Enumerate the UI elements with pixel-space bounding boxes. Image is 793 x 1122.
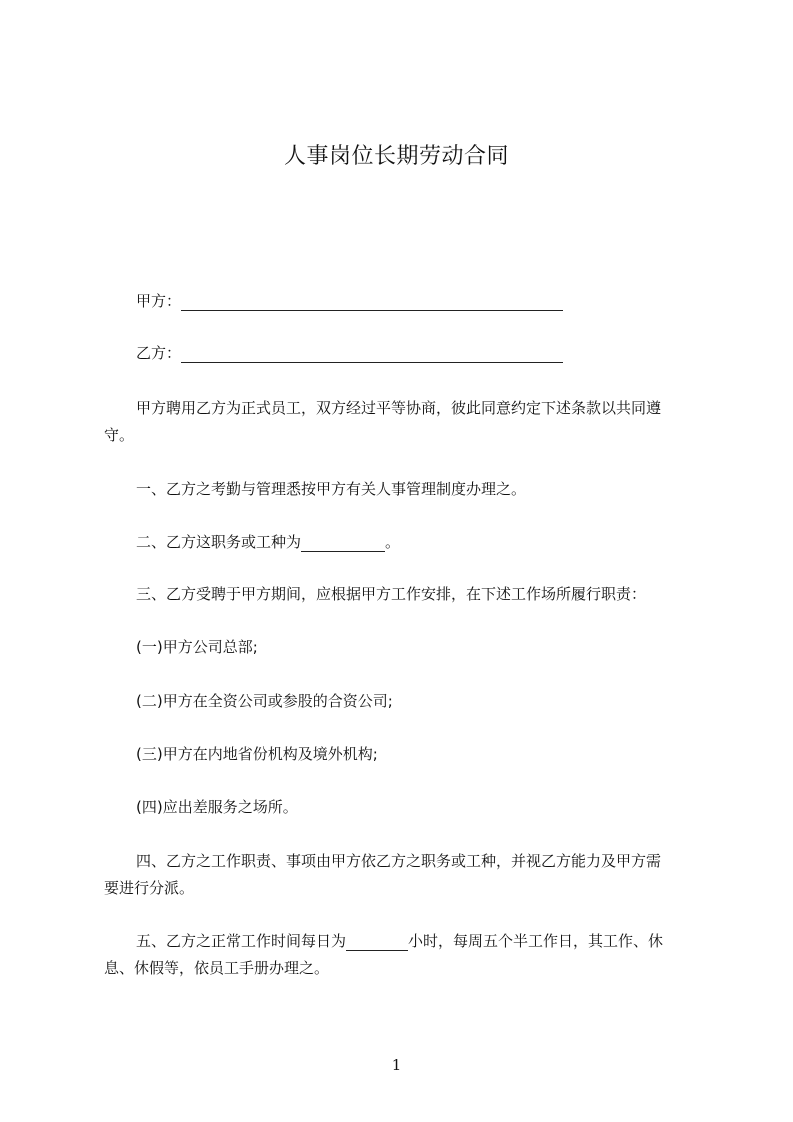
party-a-line: [136, 286, 700, 317]
list-item: (二)甲方在全资公司或参股的合资公司;: [136, 692, 393, 710]
party-b-label: 乙方：: [136, 344, 182, 362]
clause-4-line-2: 要进行分派。: [104, 879, 195, 897]
clause-1: 一、乙方之考勤与管理悉按甲方有关人事管理制度办理之。: [136, 480, 527, 498]
page-number: 1: [391, 1056, 402, 1074]
clause-2-end: 。: [385, 533, 401, 551]
clause-3: 三、乙方受聘于甲方期间，应根据甲方工作安排，在下述工作场所履行职责：: [136, 585, 647, 603]
intro-line-1: 甲方聘用乙方为正式员工，双方经过平等协商，彼此同意约定下述条款以共同遵: [136, 399, 662, 417]
list-item: (一)甲方公司总部;: [136, 638, 258, 656]
party-a-blank: [181, 292, 563, 311]
intro-line-2: 守。: [104, 426, 135, 444]
list-item: (三)甲方在内地省份机构及境外机构;: [136, 745, 378, 763]
document-title: 人事岗位长期劳动合同: [283, 144, 509, 169]
list-item: (四)应出差服务之场所。: [136, 798, 298, 816]
clause-5-line-2: 息、休假等，依员工手册办理之。: [104, 959, 330, 977]
party-b-blank: [181, 344, 563, 363]
party-a-label: 甲方：: [136, 292, 182, 310]
clause-4-line-1: 四、乙方之工作职责、事项由甲方依乙方之职务或工种，并视乙方能力及甲方需: [136, 852, 662, 870]
clause-5-text-after: 小时，每周五个半工作日，其工作、休: [408, 932, 664, 950]
clause-2: [136, 527, 700, 558]
clause-2-text: 二、乙方这职务或工种为: [136, 533, 302, 551]
clause-5-text: 五、乙方之正常工作时间每日为: [136, 932, 347, 950]
post-blank: [301, 533, 385, 552]
party-b-line: [136, 338, 700, 369]
hours-blank: [346, 932, 408, 951]
